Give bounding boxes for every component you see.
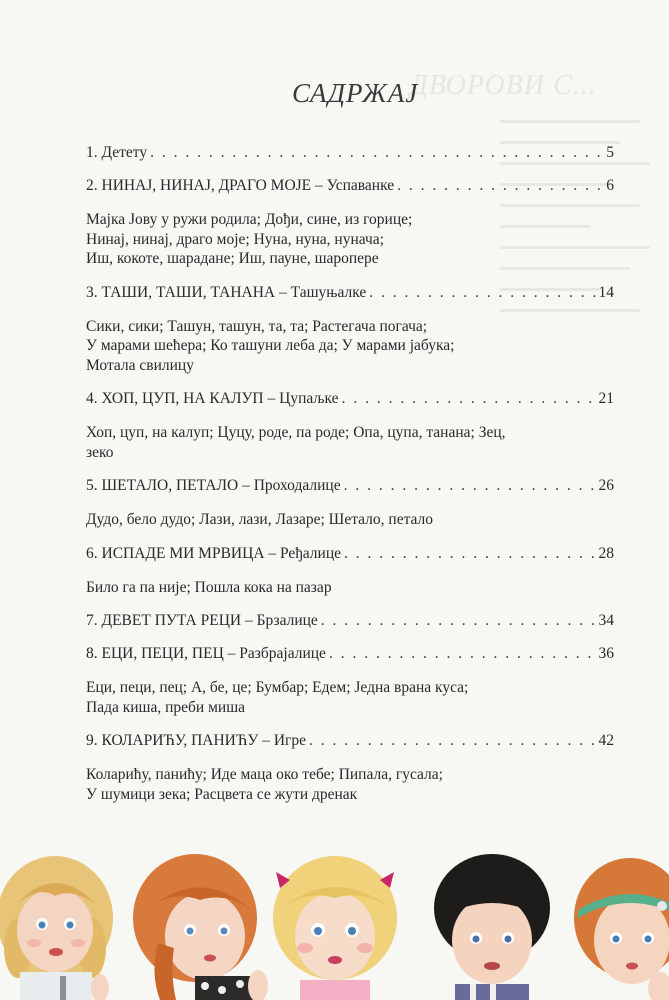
song-line: Нинај, нинај, драго моје; Нуна, нуна, нунача; [86,230,384,248]
toc-entry-title: 4. ХОП, ЦУП, НА КАЛУП [86,390,264,407]
toc-entry-title: 3. ТАШИ, ТАШИ, ТАНАНА [86,283,276,301]
song-line: Иш, кокоте, шарадане; Иш, пауне, шаропере [86,250,379,267]
toc-entry-title: 5. ШЕТАЛО, ПЕТАЛО [86,477,239,494]
toc-page-number: 14 [598,283,614,301]
toc-entry-3[interactable] [86,283,614,303]
bleed-through-text: ДВОРОВИ С... [400,70,660,590]
song-line: Мајка Јову у ружи родила; Дођи, сине, из горице; [86,211,413,228]
toc-page-number: 5 [606,144,614,161]
toc-page-number: 21 [598,390,614,407]
toc-entry-title: 7. ДЕВЕТ ПУТА РЕЦИ [86,612,242,629]
toc-entry-title: 2. НИНАЈ, НИНАЈ, ДРАГО МОЈЕ [86,177,312,194]
song-line: Сики, сики; Ташун, ташун, та, та; Растегача погача; [86,317,428,335]
toc-entry-8[interactable] [86,644,614,664]
toc-entry-2[interactable] [86,176,614,196]
toc-entry-title: 9. КОЛАРИЋУ, ПАНИЋУ [86,732,259,749]
child-green-headband [574,858,669,1000]
song-line: Коларићу, панићу; Иде маца око тебе; Пипала, гусала; [86,766,443,783]
toc-page-number: 36 [598,645,614,662]
children-illustration [0,848,669,1000]
song-line: У шумици зека; Расцвета се жути дренак [86,785,358,803]
leader-dots [369,283,595,303]
song-list [86,578,614,598]
toc-entry-5[interactable] [86,476,614,496]
toc-page-number: 6 [606,177,614,194]
song-list [86,765,614,804]
toc-entry-4[interactable] [86,389,614,409]
toc-entry-subtitle: – Игре [262,732,307,749]
toc-entry-subtitle: – Разбрајалице [227,645,326,662]
song-line: У марами шећера; Ко ташуни леба да; У марами јабука; [86,337,455,354]
song-list [86,423,614,462]
toc-entry-subtitle: – Успаванке [315,177,395,194]
leader-dots [321,611,596,631]
toc-entry-title: 1. Детету [86,144,148,161]
toc-entry-subtitle: – Цупаљке [267,390,339,407]
leader-dots [329,644,596,664]
child-red-braid [133,854,268,1000]
toc-entry-subtitle: – Брзалице [244,612,318,629]
song-list [86,317,614,376]
child-blonde-bows [273,856,397,1000]
toc-entry-9[interactable] [86,731,614,751]
toc-entry-title: 8. ЕЦИ, ПЕЦИ, ПЕЦ [86,645,224,662]
table-of-contents [86,143,614,818]
child-blonde-pigtails [0,856,113,1000]
song-list [86,210,614,269]
toc-entry-subtitle: – Ташуњалке [278,283,367,301]
leader-dots [309,731,595,751]
song-line: Мотала свилицу [86,356,194,374]
leader-dots [150,143,603,163]
song-list [86,678,614,717]
toc-entry-subtitle: – Ређалице [268,544,342,562]
toc-page-number: 34 [598,612,614,629]
leader-dots [344,544,595,564]
toc-entry-title: 6. ИСПАДЕ МИ МРВИЦА [86,544,265,562]
song-list [86,510,614,530]
page-title: САДРЖАЈ [292,78,419,108]
song-line: Пада киша, преби миша [86,698,246,716]
song-line: Било га па није; Пошла кока на пазар [86,578,332,596]
song-line: Хоп, цуп, на калуп; Цуцу, роде, па роде; Опа, цупа, танана; Зец, [86,424,506,441]
leader-dots [344,476,596,496]
leader-dots [397,176,603,196]
song-line: зеко [86,443,114,461]
leader-dots [342,389,596,409]
child-black-hair [434,854,550,1000]
toc-page-number: 26 [598,477,614,494]
song-line: Еци, пеци, пец; А, бе, це; Бумбар; Едем; Једна врана куса; [86,679,469,696]
toc-entry-6[interactable] [86,544,614,564]
toc-page-number: 28 [598,544,614,562]
toc-page-number: 42 [598,732,614,749]
toc-entry-subtitle: – Проходалице [242,477,341,494]
toc-entry-7[interactable] [86,611,614,631]
song-line: Дудо, бело дудо; Лази, лази, Лазаре; Шетало, петало [86,511,434,528]
toc-entry-1[interactable] [86,143,614,163]
